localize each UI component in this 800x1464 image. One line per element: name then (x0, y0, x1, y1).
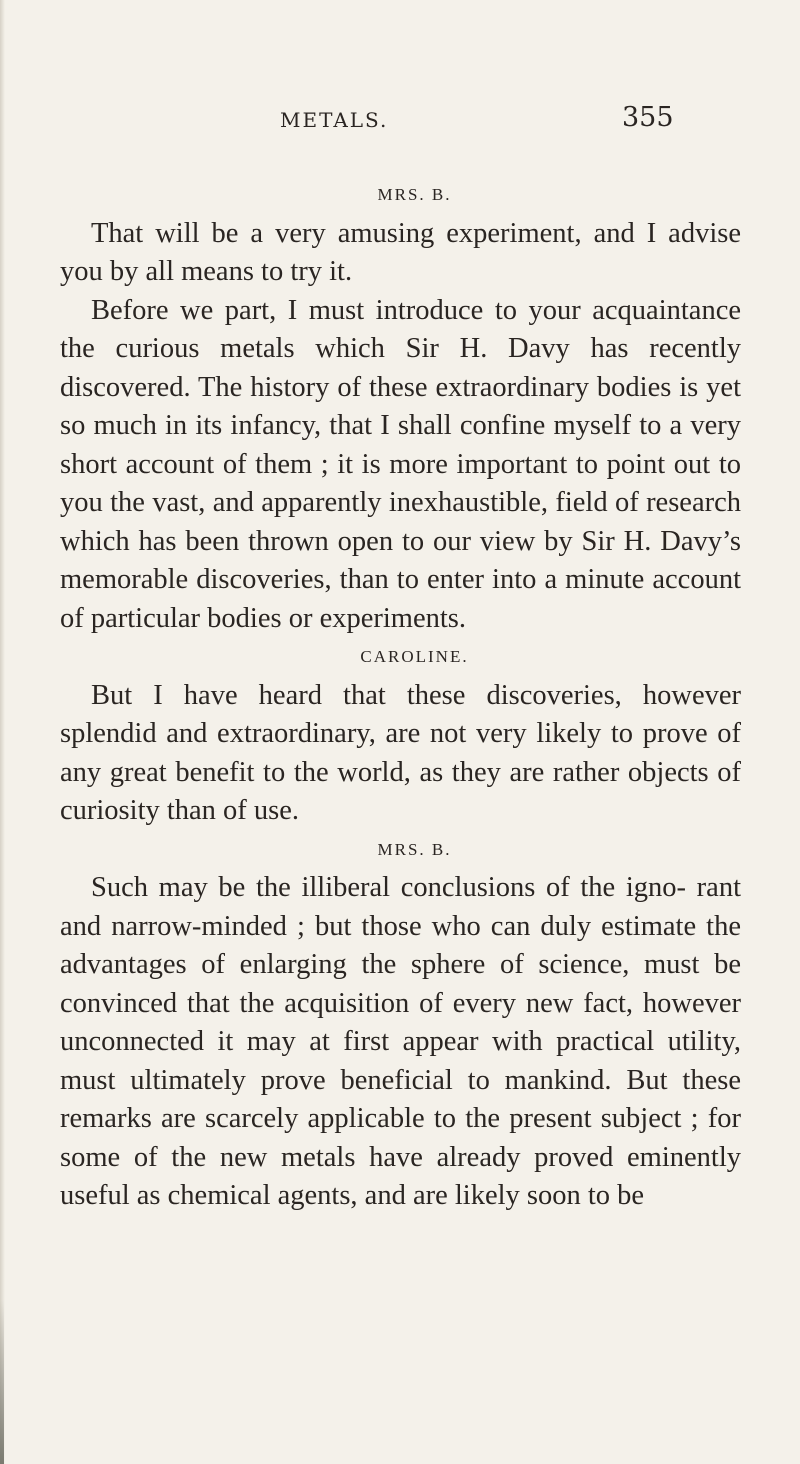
page-header (0, 0, 800, 140)
speaker-label: MRS. B. (377, 839, 452, 859)
binding-mark (0, 1300, 4, 1464)
body-text (60, 176, 741, 1216)
paragraph: Before we part, I must introduce to your acquaintance the curious metals which Sir H. Davy has recently discovered. The history of these extraordinary bodies is yet so much in its infancy, that I shall confine myself to a very short account of them ; it is more important to point out to you the vast, and apparently inexhaustible, field of research which has been thrown open to our view by Sir H. Davy’s memorable discoveries, than to enter into a minute account of particular bodies or experiments. (60, 294, 741, 634)
page-number: 355 (622, 102, 674, 133)
running-head: METALS. (280, 108, 389, 132)
page-edge-shadow (0, 0, 5, 1464)
speaker-label: MRS. B. (377, 185, 452, 204)
speaker-label: CAROLINE. (360, 647, 469, 666)
paragraph: Such may be the illiberal conclusions of the igno- rant and narrow-minded ; but those who can duly estimate the advantages of enlarging the sphere of science, must be convinced that the acquisition of every new fact, however unconnected it may at first appear with practical utility, must ultimately prove beneficial to mankind. But these remarks are scarcely applicable to the present subject ; for some of the new metals have already proved eminently useful as chemical agents, and are likely soon to be (60, 872, 741, 1211)
paragraph: That will be a very amusing experiment, and I advise you by all means to try it. (60, 217, 741, 287)
paragraph: But I have heard that these discoveries, however splendid and extraordinary, are not very likely to prove of any great benefit to the world, as they are rather objects of curiosity than of use. (60, 679, 741, 826)
